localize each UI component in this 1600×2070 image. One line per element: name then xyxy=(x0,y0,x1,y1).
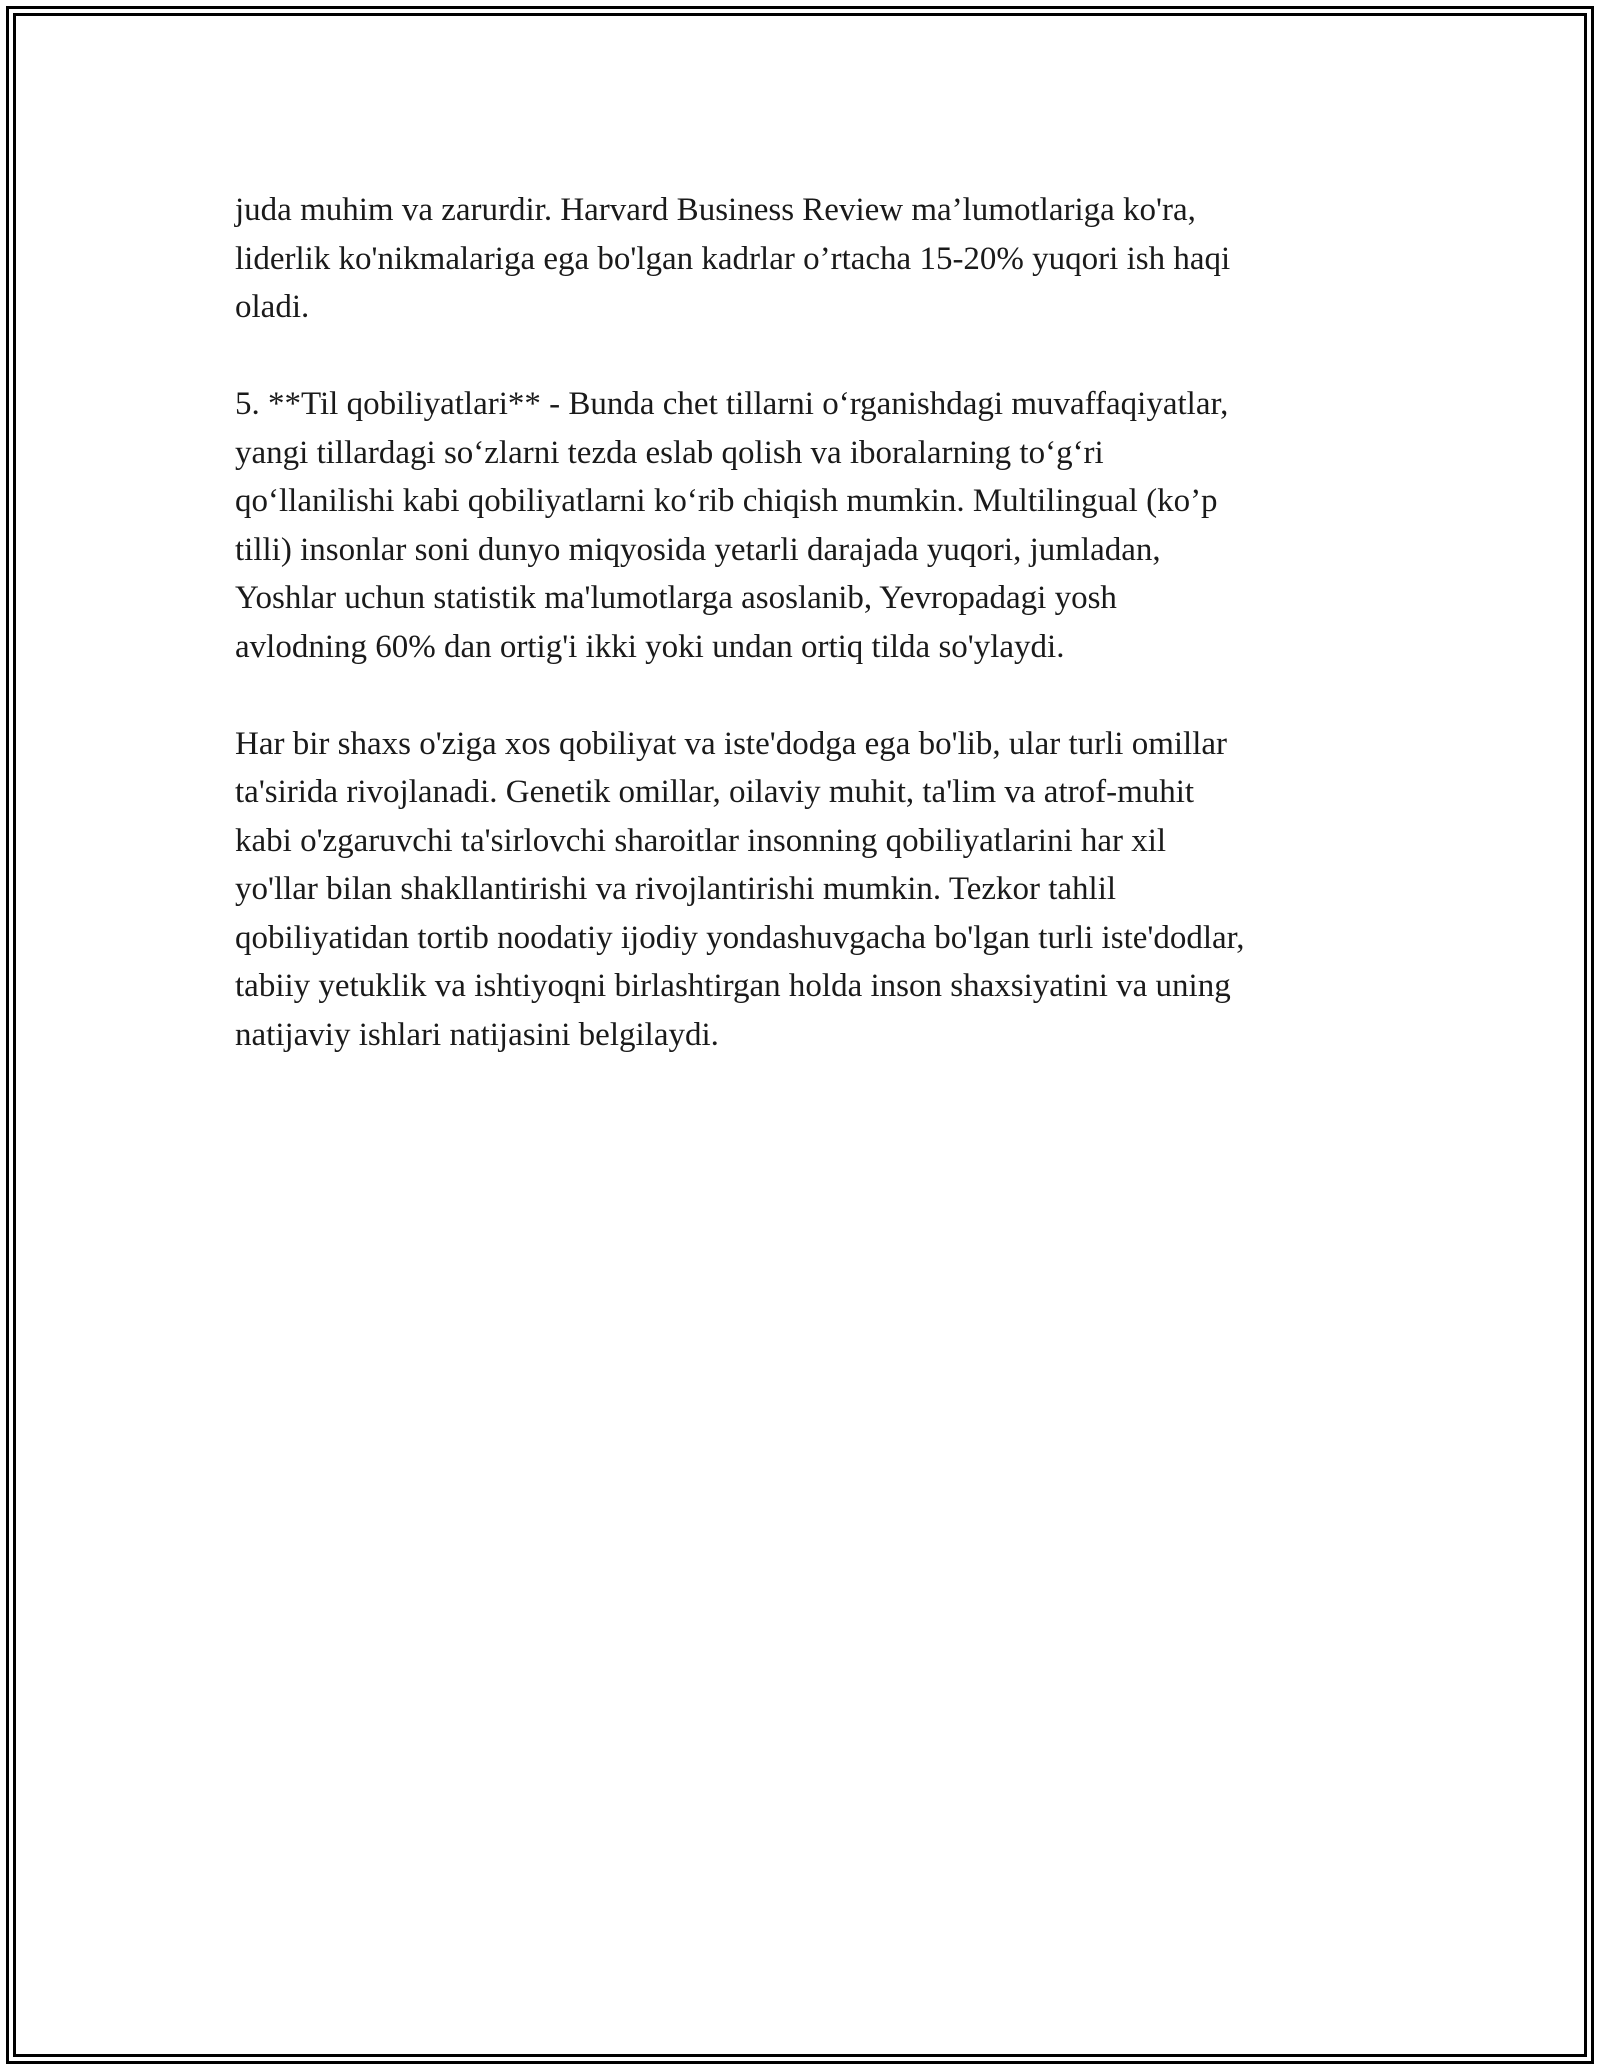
text-line: ta'sirida rivojlanadi. Genetik omillar, oilaviy muhit, ta'lim va atrof-muhit xyxy=(235,774,1195,810)
text-line: qobiliyatidan tortib noodatiy ijodiy yondashuvgacha bo'lgan turli iste'dodlar, xyxy=(235,919,1245,956)
text-line: tilli) insonlar soni dunyo miqyosida yetarli darajada yuqori, jumladan, xyxy=(235,531,1161,568)
text-line: juda muhim va zarurdir. Harvard Business Review ma’lumotlariga ko'ra, xyxy=(235,192,1196,228)
text-line: avlodning 60% dan ortig'i ikki yoki undan ortiq tilda so'ylaydi. xyxy=(235,628,1065,665)
document-body xyxy=(235,186,1375,1108)
text-line: natijaviy ishlari natijasini belgilaydi. xyxy=(235,1016,719,1053)
text-line: yo'llar bilan shakllantirishi va rivojlantirishi mumkin. Tezkor tahlil xyxy=(235,871,1117,907)
paragraph-conclusion xyxy=(235,720,1375,1060)
text-line: oladi. xyxy=(235,289,310,325)
text-line: kabi o'zgaruvchi ta'sirlovchi sharoitlar insonning qobiliyatlarini har xil xyxy=(235,822,1167,859)
text-line: liderlik ko'nikmalariga ega bo'lgan kadrlar o’rtacha 15-20% yuqori ish haqi xyxy=(235,240,1231,277)
text-line: qo‘llanilishi kabi qobiliyatlarni ko‘rib chiqish mumkin. Multilingual (ko’p xyxy=(235,483,1218,519)
text-line: Yoshlar uchun statistik ma'lumotlarga asoslanib, Yevropadagi yosh xyxy=(235,580,1117,616)
text-line: Har bir shaxs o'ziga xos qobiliyat va iste'dodga ega bo'lib, ular turli omillar xyxy=(235,725,1228,762)
text-line: yangi tillardagi so‘zlarni tezda eslab qolish va iboralarning to‘g‘ri xyxy=(235,434,1104,471)
text-line: tabiiy yetuklik va ishtiyoqni birlashtirgan holda inson shaxsiyatini va uning xyxy=(235,968,1231,1004)
paragraph-language-abilities xyxy=(235,380,1375,671)
paragraph-leadership-continuation xyxy=(235,186,1375,332)
text-line: 5. **Til qobiliyatlari** - Bunda chet tillarni o‘rganishdagi muvaffaqiyatlar, xyxy=(235,386,1229,422)
